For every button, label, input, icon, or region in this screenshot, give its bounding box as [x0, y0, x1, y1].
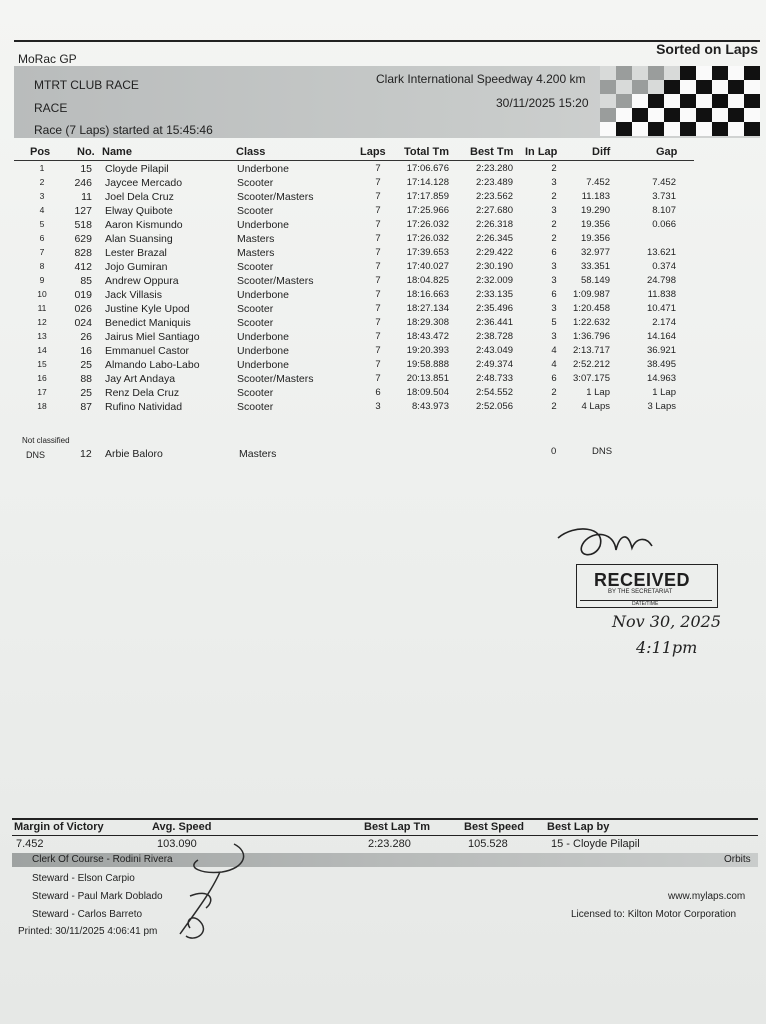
no-cell: 629	[74, 233, 92, 245]
gap-cell: 1 Lap	[652, 387, 676, 398]
stamp-subtitle: BY THE SECRETARIAT	[608, 589, 673, 595]
gap-cell: 24.798	[646, 275, 676, 286]
laps-cell: 3	[375, 401, 381, 412]
total-cell: 17:06.676	[406, 163, 449, 174]
inlap-cell: 6	[551, 373, 557, 384]
name-cell: Jojo Gumiran	[105, 261, 168, 273]
name-cell: Almando Labo-Labo	[105, 359, 200, 371]
printed-timestamp: Printed: 30/11/2025 4:06:41 pm	[18, 926, 158, 937]
pos-cell: 13	[37, 331, 47, 341]
no-cell: 026	[74, 303, 92, 315]
licensed-to: Licensed to: Kilton Motor Corporation	[571, 909, 737, 920]
class-cell: Underbone	[237, 331, 289, 343]
pos-cell: 12	[37, 317, 47, 327]
avg-speed-label: Avg. Speed	[152, 821, 212, 833]
dns-name: Arbie Baloro	[105, 448, 163, 460]
no-cell: 11	[81, 191, 92, 203]
table-row	[0, 233, 766, 247]
class-cell: Underbone	[237, 289, 289, 301]
diff-cell: 1:22.632	[573, 317, 610, 328]
laps-cell: 7	[375, 359, 381, 370]
name-cell: Benedict Maniquis	[105, 317, 191, 329]
table-row	[0, 205, 766, 219]
best-cell: 2:35.496	[476, 303, 513, 314]
pos-cell: 5	[39, 219, 45, 229]
name-cell: Emmanuel Castor	[105, 345, 190, 357]
name-cell: Renz Dela Cruz	[105, 387, 180, 399]
no-cell: 26	[80, 331, 92, 343]
margin-value: 7.452	[16, 838, 44, 850]
best-cell: 2:27.680	[476, 205, 513, 216]
best-speed-value: 105.528	[468, 838, 508, 850]
brand-name: MoRac GP	[18, 52, 77, 66]
total-cell: 20:13.851	[406, 373, 449, 384]
laps-cell: 7	[375, 247, 381, 258]
gap-cell: 36.921	[646, 345, 676, 356]
laps-cell: 7	[375, 261, 381, 272]
pos-cell: 3	[39, 191, 45, 201]
steward-signature-icon	[150, 838, 270, 948]
class-cell: Underbone	[237, 163, 289, 175]
no-cell: 16	[80, 345, 92, 357]
pos-cell: 4	[39, 205, 45, 215]
gap-cell: 0.066	[652, 219, 676, 230]
class-cell: Underbone	[237, 359, 289, 371]
best-lap-by-label: Best Lap by	[547, 821, 610, 833]
inlap-cell: 4	[551, 359, 557, 370]
pos-cell: 6	[39, 233, 45, 243]
class-cell: Scooter	[237, 401, 274, 413]
checkered-flag-icon	[600, 66, 760, 138]
class-cell: Scooter	[237, 205, 274, 217]
laps-cell: 7	[375, 191, 381, 202]
name-cell: Cloyde Pilapil	[105, 163, 169, 175]
best-cell: 2:30.190	[476, 261, 513, 272]
total-cell: 8:43.973	[412, 401, 449, 412]
dns-number: 12	[80, 448, 92, 460]
best-cell: 2:29.422	[476, 247, 513, 258]
gap-cell: 11.838	[647, 289, 676, 300]
session-name: RACE	[34, 101, 68, 115]
best-cell: 2:23.489	[476, 177, 513, 188]
dns-inlap: 0	[551, 446, 557, 457]
gap-cell: 14.164	[646, 331, 676, 342]
no-cell: 024	[74, 317, 92, 329]
gap-cell: 38.495	[646, 359, 676, 370]
laps-cell: 6	[375, 387, 381, 398]
diff-cell: 1:36.796	[573, 331, 610, 342]
diff-cell: 4 Laps	[581, 401, 610, 412]
club-name: MTRT CLUB RACE	[34, 78, 139, 92]
name-cell: Jairus Miel Santiago	[105, 331, 200, 343]
total-cell: 17:17.859	[406, 191, 449, 202]
total-cell: 18:04.825	[406, 275, 449, 286]
diff-cell: 1:20.458	[573, 303, 610, 314]
laps-cell: 7	[375, 163, 381, 174]
name-cell: Aaron Kismundo	[105, 219, 183, 231]
best-cell: 2:36.441	[476, 317, 513, 328]
col-name: Name	[102, 146, 132, 158]
table-row	[0, 219, 766, 233]
class-cell: Underbone	[237, 219, 289, 231]
table-row	[0, 163, 766, 177]
col-pos: Pos	[30, 146, 51, 158]
laps-cell: 7	[375, 345, 381, 356]
pos-cell: 18	[37, 401, 47, 411]
gap-cell: 14.963	[646, 373, 676, 384]
clerk-of-course: Clerk Of Course - Rodini Rivera	[32, 854, 173, 865]
no-cell: 412	[74, 261, 92, 273]
best-lap-tm-label: Best Lap Tm	[364, 821, 431, 833]
col-total: Total Tm	[404, 146, 450, 158]
laps-cell: 7	[375, 331, 381, 342]
table-row	[0, 275, 766, 289]
total-cell: 19:58.888	[406, 359, 449, 370]
header-rule	[14, 160, 694, 161]
best-cell: 2:49.374	[476, 359, 513, 370]
col-laps: Laps	[360, 146, 386, 158]
diff-cell: 19.356	[580, 233, 610, 244]
inlap-cell: 2	[551, 401, 557, 412]
steward-3: Steward - Carlos Barreto	[32, 909, 143, 920]
best-cell: 2:23.562	[476, 191, 513, 202]
inlap-cell: 3	[551, 177, 557, 188]
table-row	[0, 177, 766, 191]
gap-cell: 3.731	[652, 191, 676, 202]
inlap-cell: 6	[551, 247, 557, 258]
table-row	[0, 401, 766, 415]
diff-cell: 33.351	[580, 261, 610, 272]
name-cell: Alan Suansing	[105, 233, 173, 245]
best-lap-tm-value: 2:23.280	[368, 838, 411, 850]
name-cell: Lester Brazal	[105, 247, 167, 259]
best-cell: 2:43.049	[476, 345, 513, 356]
laps-cell: 7	[375, 219, 381, 230]
col-inlap: In Lap	[525, 146, 558, 158]
table-row	[0, 387, 766, 401]
stamp-title: RECEIVED	[594, 570, 691, 590]
name-cell: Rufino Natividad	[105, 401, 183, 413]
table-row	[0, 345, 766, 359]
laps-cell: 7	[375, 233, 381, 244]
best-cell: 2:54.552	[476, 387, 513, 398]
diff-cell: 19.356	[580, 219, 610, 230]
no-cell: 127	[74, 205, 92, 217]
laps-cell: 7	[375, 289, 381, 300]
diff-cell: 2:13.717	[573, 345, 610, 356]
inlap-cell: 3	[551, 261, 557, 272]
best-cell: 2:52.056	[476, 401, 513, 412]
no-cell: 15	[80, 163, 92, 175]
inlap-cell: 2	[551, 191, 557, 202]
best-cell: 2:26.345	[476, 233, 513, 244]
inlap-cell: 2	[551, 387, 557, 398]
best-cell: 2:33.135	[476, 289, 513, 300]
diff-cell: 1:09.987	[573, 289, 610, 300]
class-cell: Scooter/Masters	[237, 191, 314, 203]
no-cell: 246	[74, 177, 92, 189]
diff-cell: 3:07.175	[573, 373, 610, 384]
dns-diff: DNS	[592, 446, 613, 457]
gap-cell: 10.471	[646, 303, 676, 314]
sort-label: Sorted on Laps	[656, 41, 758, 57]
class-cell: Scooter	[237, 317, 274, 329]
total-cell: 18:16.663	[406, 289, 449, 300]
table-row	[0, 191, 766, 205]
total-cell: 17:39.653	[406, 247, 449, 258]
col-diff: Diff	[592, 146, 611, 158]
class-cell: Scooter/Masters	[237, 373, 314, 385]
total-cell: 18:27.134	[406, 303, 449, 314]
name-cell: Andrew Oppura	[105, 275, 179, 287]
gap-cell: 0.374	[652, 261, 676, 272]
pos-cell: 15	[37, 359, 47, 369]
total-cell: 19:20.393	[406, 345, 449, 356]
best-cell: 2:48.733	[476, 373, 513, 384]
gap-cell: 3 Laps	[647, 401, 676, 412]
margin-label: Margin of Victory	[14, 821, 104, 833]
class-cell: Scooter	[237, 387, 274, 399]
not-classified-label: Not classified	[22, 436, 70, 445]
table-row	[0, 359, 766, 373]
diff-cell: 7.452	[586, 177, 610, 188]
no-cell: 518	[74, 219, 92, 231]
inlap-cell: 6	[551, 289, 557, 300]
steward-2: Steward - Paul Mark Doblado	[32, 891, 163, 902]
no-cell: 25	[80, 387, 92, 399]
diff-cell: 19.290	[580, 205, 610, 216]
summary-top-rule	[12, 818, 758, 820]
name-cell: Joel Dela Cruz	[105, 191, 174, 203]
handwritten-date: Nov 30, 2025	[612, 612, 722, 631]
website: www.mylaps.com	[668, 891, 746, 902]
inlap-cell: 2	[551, 163, 557, 174]
orbits-label: Orbits	[724, 854, 751, 865]
pos-cell: 1	[39, 163, 45, 173]
table-row	[0, 247, 766, 261]
total-cell: 17:14.128	[406, 177, 449, 188]
class-cell: Scooter	[237, 303, 274, 315]
laps-cell: 7	[375, 275, 381, 286]
no-cell: 85	[80, 275, 92, 287]
pos-cell: 7	[39, 247, 45, 257]
laps-cell: 7	[375, 317, 381, 328]
best-cell: 2:26.318	[476, 219, 513, 230]
class-cell: Masters	[237, 247, 275, 259]
gap-cell: 8.107	[652, 205, 676, 216]
dns-status: DNS	[26, 450, 46, 460]
session-datetime: 30/11/2025 15:20	[496, 96, 589, 110]
total-cell: 18:43.472	[406, 331, 449, 342]
total-cell: 18:09.504	[406, 387, 449, 398]
class-cell: Scooter/Masters	[237, 275, 314, 287]
total-cell: 17:26.032	[406, 219, 449, 230]
laps-cell: 7	[375, 205, 381, 216]
summary-mid-rule	[12, 835, 758, 836]
no-cell: 87	[80, 401, 92, 413]
inlap-cell: 5	[551, 317, 557, 328]
diff-cell: 58.149	[580, 275, 610, 286]
class-cell: Scooter	[237, 177, 274, 189]
class-cell: Masters	[237, 233, 275, 245]
inlap-cell: 3	[551, 303, 557, 314]
diff-cell: 1 Lap	[586, 387, 610, 398]
inlap-cell: 3	[551, 205, 557, 216]
diff-cell: 2:52.212	[573, 359, 610, 370]
table-row	[0, 317, 766, 331]
table-row	[0, 303, 766, 317]
laps-cell: 7	[375, 373, 381, 384]
col-class: Class	[236, 146, 266, 158]
class-cell: Underbone	[237, 345, 289, 357]
table-row	[0, 289, 766, 303]
race-info: Race (7 Laps) started at 15:45:46	[34, 123, 213, 137]
class-cell: Scooter	[237, 261, 274, 273]
inlap-cell: 3	[551, 275, 557, 286]
pos-cell: 2	[39, 177, 45, 187]
pos-cell: 10	[37, 289, 47, 299]
gap-cell: 13.621	[646, 247, 676, 258]
inlap-cell: 2	[551, 219, 557, 230]
total-cell: 17:25.966	[406, 205, 449, 216]
no-cell: 828	[74, 247, 92, 259]
total-cell: 17:26.032	[406, 233, 449, 244]
name-cell: Jay Art Andaya	[105, 373, 176, 385]
no-cell: 019	[74, 289, 92, 301]
name-cell: Justine Kyle Upod	[105, 303, 190, 315]
name-cell: Elway Quibote	[105, 205, 173, 217]
table-row	[0, 331, 766, 345]
laps-cell: 7	[375, 303, 381, 314]
pos-cell: 11	[37, 303, 47, 313]
total-cell: 18:29.308	[406, 317, 449, 328]
gap-cell: 2.174	[652, 317, 676, 328]
inlap-cell: 4	[551, 345, 557, 356]
best-speed-label: Best Speed	[464, 821, 524, 833]
table-row	[0, 261, 766, 275]
gap-cell: 7.452	[652, 177, 676, 188]
no-cell: 88	[80, 373, 92, 385]
diff-cell: 11.183	[581, 191, 610, 202]
col-gap: Gap	[656, 146, 678, 158]
pos-cell: 17	[37, 387, 47, 397]
diff-cell: 32.977	[580, 247, 610, 258]
top-rule	[14, 40, 760, 42]
name-cell: Jack Villasis	[105, 289, 162, 301]
pos-cell: 14	[37, 345, 47, 355]
total-cell: 17:40.027	[406, 261, 449, 272]
col-best: Best Tm	[470, 146, 514, 158]
table-row	[0, 373, 766, 387]
handwritten-time: 4:11pm	[636, 638, 698, 657]
best-lap-by-value: 15 - Cloyde Pilapil	[551, 838, 640, 850]
stamp-date-label: DATE/TIME	[632, 601, 659, 607]
inlap-cell: 3	[551, 331, 557, 342]
steward-1: Steward - Elson Carpio	[32, 873, 135, 884]
best-cell: 2:23.280	[476, 163, 513, 174]
pos-cell: 8	[39, 261, 45, 271]
dns-class: Masters	[239, 448, 277, 460]
track-name: Clark International Speedway 4.200 km	[376, 72, 586, 86]
no-cell: 25	[80, 359, 92, 371]
col-no: No.	[77, 146, 95, 158]
best-cell: 2:32.009	[476, 275, 513, 286]
laps-cell: 7	[375, 177, 381, 188]
inlap-cell: 2	[551, 233, 557, 244]
avg-speed-value: 103.090	[157, 838, 197, 850]
best-cell: 2:38.728	[476, 331, 513, 342]
pos-cell: 9	[39, 275, 45, 285]
pos-cell: 16	[37, 373, 47, 383]
name-cell: Jaycee Mercado	[105, 177, 183, 189]
